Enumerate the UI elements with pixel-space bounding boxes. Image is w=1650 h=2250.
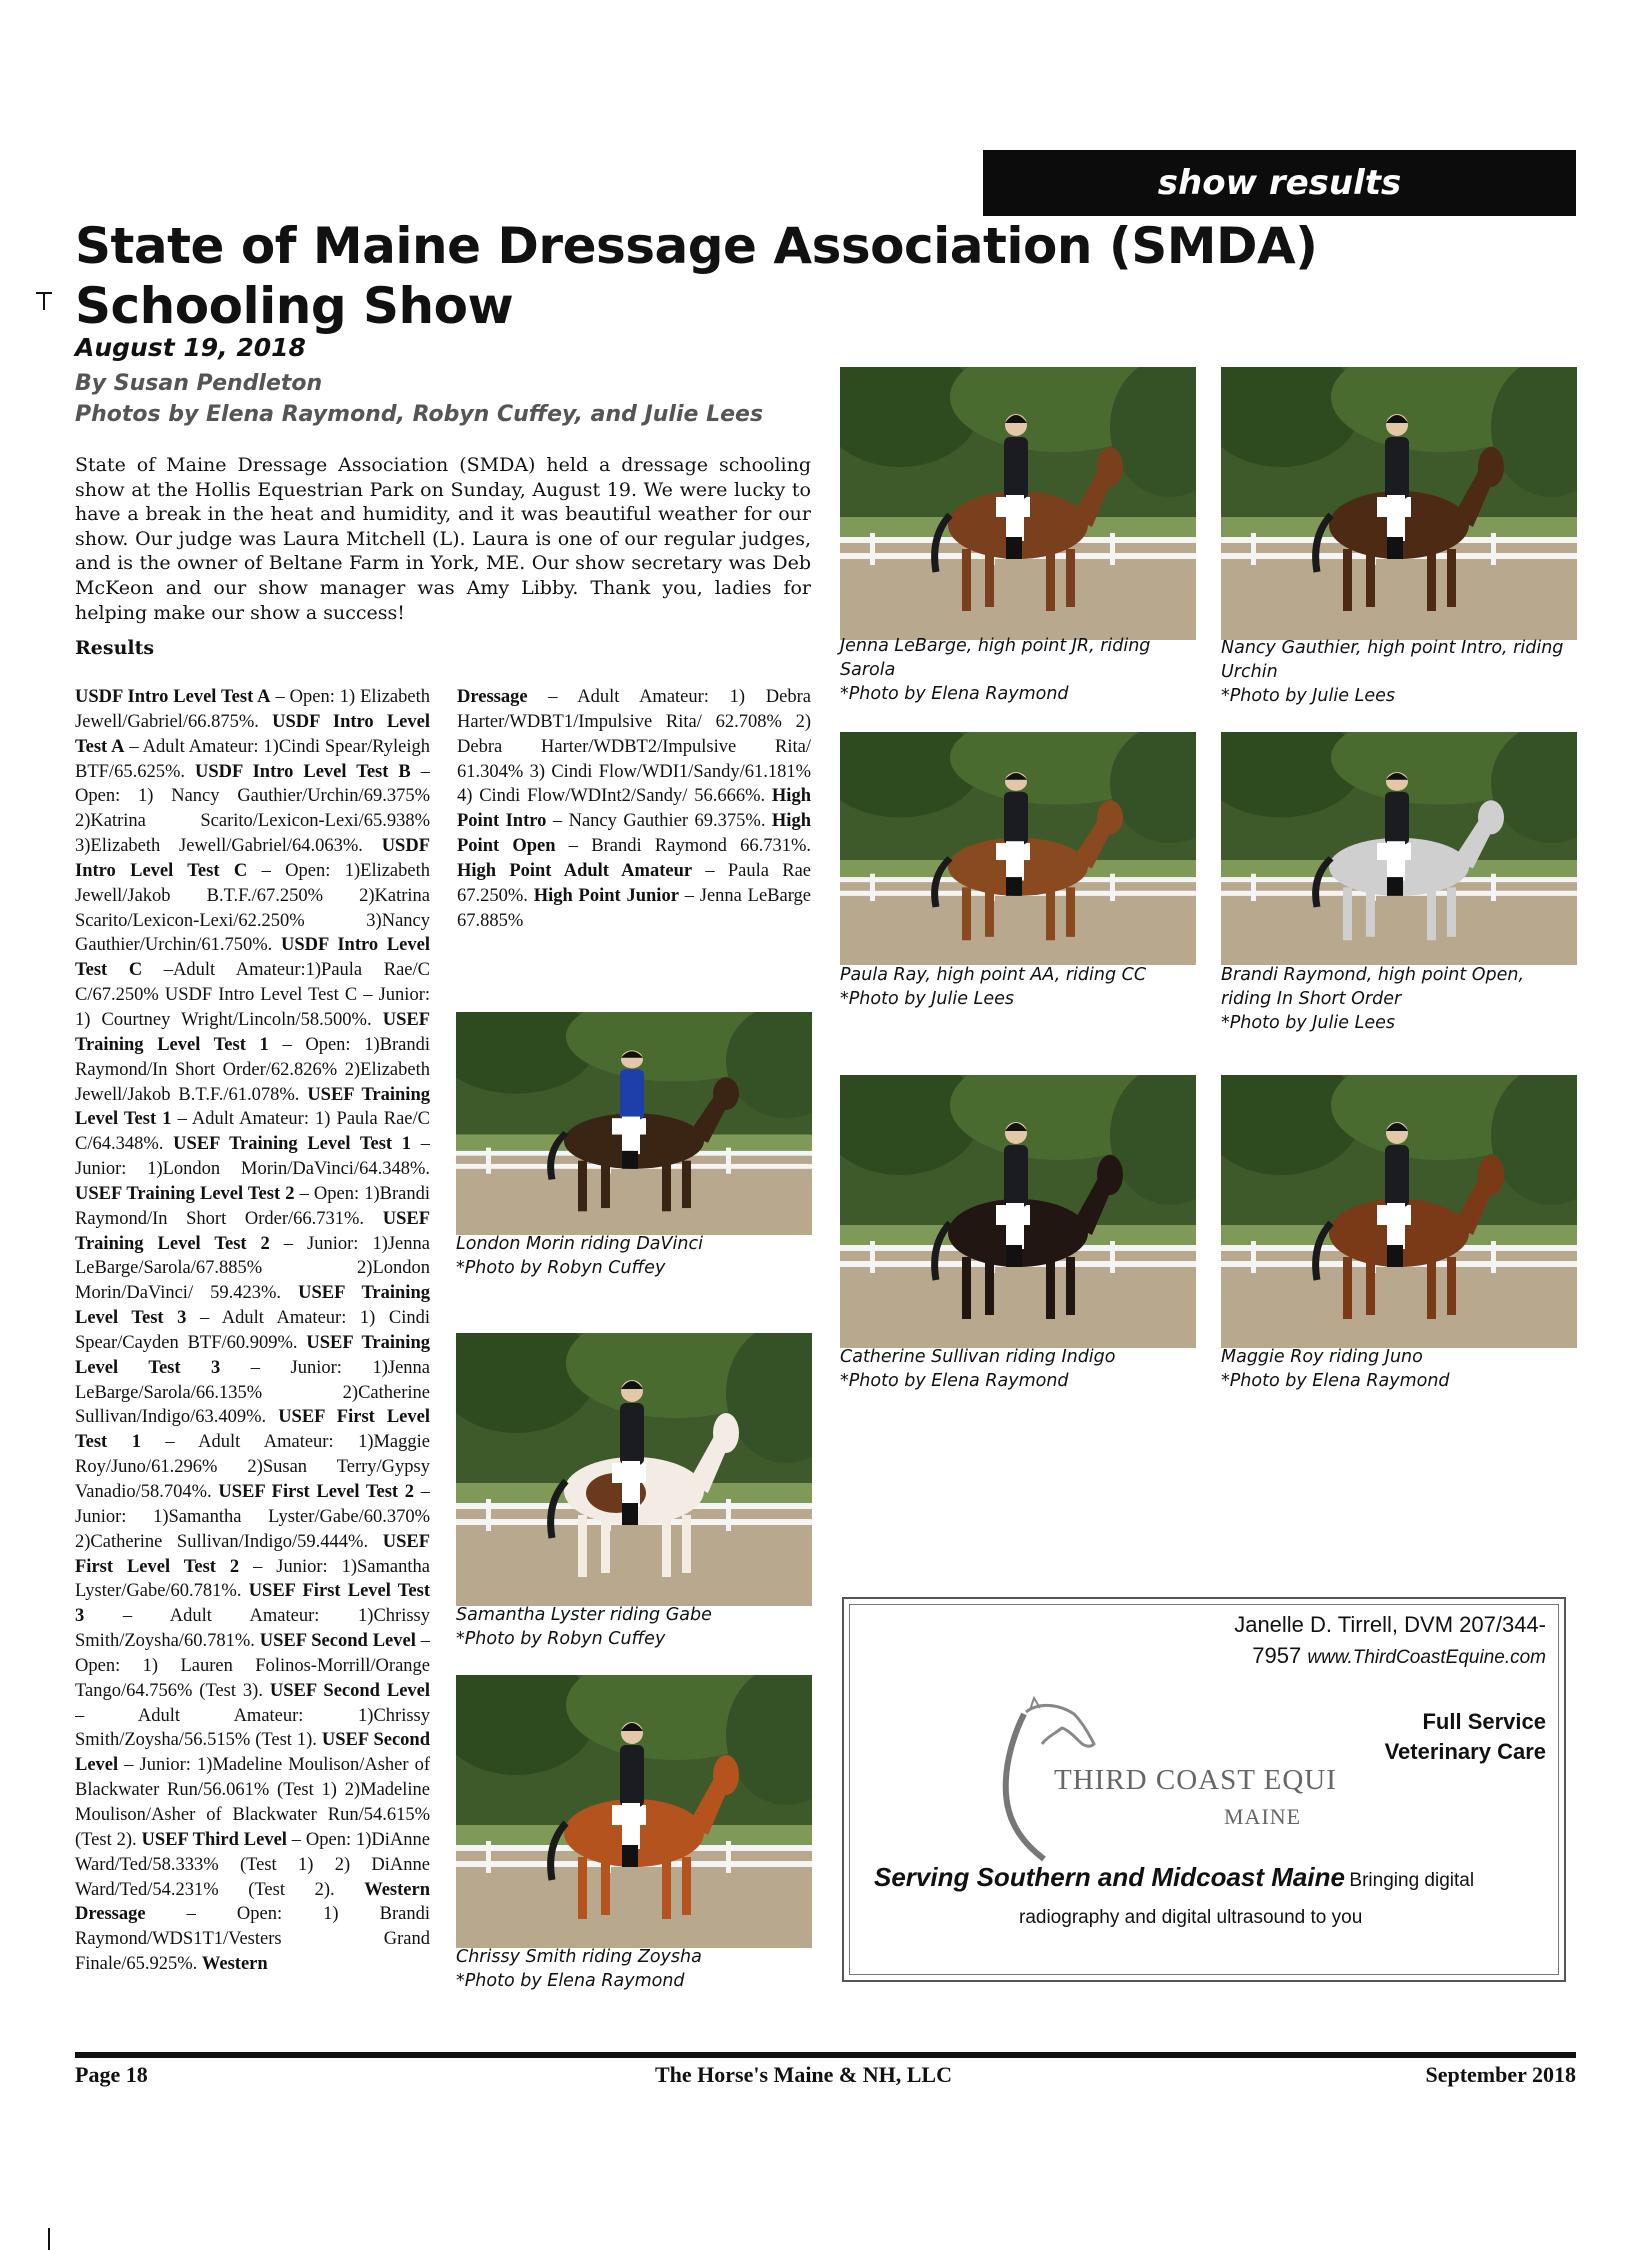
photo-catherine-sullivan (840, 1075, 1196, 1348)
class-name: USEF Second Level (259, 1631, 416, 1652)
class-name: USDF Intro Level Test B (194, 761, 411, 782)
photo-jenna-lebarge (840, 367, 1196, 640)
caption-text: Paula Ray, high point AA, riding CC (840, 965, 1147, 985)
photo-caption (1221, 1345, 1577, 1393)
class-results: – Adult Amateur: 1)Maggie Roy/Juno/61.296% 2)Susan Terry/Gypsy Vanadio/58.704%. (75, 1432, 430, 1502)
ad-logo-name: THIRD COAST EQUI (1054, 1764, 1337, 1796)
photo-maggie-roy (1221, 1075, 1577, 1348)
ad-services (1385, 1707, 1546, 1767)
caption-text: Chrissy Smith riding Zoysha (456, 1947, 702, 1967)
class-name: Western (201, 1954, 268, 1975)
class-name: USEF First Level Test 3 (75, 1581, 430, 1627)
ad-logo-state: MAINE (1224, 1804, 1302, 1829)
results-column-2 (457, 685, 811, 933)
class-results: – Adult Amateur: 1)Cindi Spear/Ryleigh BTF/65.625%. (75, 736, 430, 782)
class-name: USDF Intro Level Test A (75, 687, 271, 707)
caption-text: London Morin riding DaVinci (456, 1234, 703, 1254)
photo-caption (1221, 963, 1561, 1035)
class-results: – Open: 1) Lauren Folinos-Morrill/Orange Tango/64.756% (Test 3). (75, 1631, 430, 1701)
class-name: High Point Open (457, 811, 811, 857)
ad-service-line1: Full Service (1422, 1709, 1546, 1734)
class-name: USEF Training Level Test 1 (75, 1009, 430, 1055)
results-column-1 (75, 685, 430, 2015)
class-name: High Point Junior (533, 885, 679, 906)
caption-text: Nancy Gauthier, high point Intro, riding Urchin (1221, 638, 1564, 682)
class-name: USEF Training Level Test 3 (75, 1283, 430, 1329)
caption-credit: *Photo by Elena Raymond (1221, 1371, 1450, 1391)
caption-credit: *Photo by Elena Raymond (840, 1371, 1069, 1391)
crop-mark-bottom (48, 2228, 50, 2250)
class-name: USDF Intro Level Test C (75, 935, 430, 981)
class-results: – Open: 1)Brandi Raymond/In Short Order/66.731%. (75, 1183, 430, 1229)
photo-caption (840, 1345, 1196, 1393)
ad-tagline-text: Serving Southern and Midcoast Maine (874, 1862, 1345, 1892)
photo-caption (456, 1945, 812, 1993)
photographers: Photos by Elena Raymond, Robyn Cuffey, and Julie Lees (75, 402, 764, 427)
class-results: – Adult Amateur: 1)Chrissy Smith/Zoysha/56.515% (Test 1). (75, 1705, 430, 1751)
caption-credit: *Photo by Robyn Cuffey (456, 1258, 666, 1278)
photo-caption (1221, 636, 1577, 708)
photo-paula-ray (840, 732, 1196, 965)
photo-chrissy-smith (456, 1675, 812, 1948)
results-heading: Results (75, 637, 155, 659)
caption-text: Catherine Sullivan riding Indigo (840, 1347, 1116, 1367)
article-date: August 19, 2018 (75, 333, 306, 362)
class-name: High Point Intro (457, 786, 811, 832)
caption-credit: *Photo by Julie Lees (1221, 1013, 1395, 1033)
photo-caption (840, 634, 1180, 706)
caption-text: Samantha Lyster riding Gabe (456, 1605, 712, 1625)
class-name: High Point Adult Amateur (457, 860, 693, 881)
class-results: – Junior: 1)Madeline Moulison/Asher of Blackwater Run/56.061% (Test 1) 2)Madeline Moulison/Asher of Blackwater Run/54.615% (Test 2). (75, 1755, 430, 1850)
class-results: – Nancy Gauthier 69.375%. (546, 811, 772, 832)
photo-london-morin (456, 1012, 812, 1235)
class-name: USEF Second Level (75, 1730, 430, 1776)
class-results: – Adult Amateur: 1) Paula Rae/C C/64.348%. (75, 1109, 430, 1155)
article-title: State of Maine Dressage Association (SMDA) Schooling Show (75, 217, 1318, 335)
ad-bringing-line2: radiography and digital ultrasound to you (1019, 1907, 1363, 1928)
class-results: – Junior: 1)Samantha Lyster/Gabe/60.370% 2)Catherine Sullivan/Indigo/59.444%. (75, 1482, 430, 1552)
class-results: – Open: 1)Elizabeth Jewell/Jakob B.T.F./67.250% 2)Katrina Scarito/Lexicon-Lexi/62.250% 3)Nancy Gauthier/Urchin/61.750%. (75, 860, 430, 956)
footer-rule (75, 2052, 1576, 2058)
ad-website: www.ThirdCoastEquine.com (1307, 1647, 1546, 1668)
class-name: USEF First Level Test 2 (75, 1531, 430, 1577)
class-name: USEF Training Level Test 1 (173, 1134, 412, 1155)
class-results: – Jenna LeBarge 67.885% (457, 885, 811, 931)
author: By Susan Pendleton (75, 371, 323, 396)
caption-text: Brandi Raymond, high point Open, riding In Short Order (1221, 965, 1525, 1009)
class-name: USEF Second Level (269, 1680, 430, 1701)
class-name: USEF First Level Test 1 (75, 1407, 430, 1453)
photo-brandi-raymond (1221, 732, 1577, 965)
caption-credit: *Photo by Elena Raymond (456, 1971, 685, 1991)
class-name: USEF Third Level (141, 1829, 287, 1850)
caption-credit: *Photo by Robyn Cuffey (456, 1629, 666, 1649)
class-name: Western Dressage (75, 1879, 430, 1925)
class-results: – Adult Amateur: 1) Debra Harter/WDBT1/Impulsive Rita/ 62.708% 2) Debra Harter/WDBT2/Impulsive Rita/ 61.304% 3) Cindi Flow/WDI1/Sandy/61.181% 4) Cindi Flow/WDInt2/Sandy/ 56.666%. (457, 687, 811, 807)
class-results: –Adult Amateur:1)Paula Rae/C C/67.250% USDF Intro Level Test C – Junior: 1) Courtney Wright/Lincoln/58.500%. (75, 960, 430, 1030)
photo-caption (840, 963, 1196, 1011)
ad-name-line1: Janelle D. Tirrell, DVM 207/344- (1234, 1612, 1546, 1637)
ad-phone: 7957 (1252, 1643, 1302, 1668)
caption-text: Jenna LeBarge, high point JR, riding Sarola (840, 636, 1151, 680)
caption-credit: *Photo by Julie Lees (1221, 686, 1395, 706)
advertisement-third-coast-equine (842, 1597, 1566, 1982)
section-tag: show results (983, 150, 1576, 216)
issue-date: September 2018 (1425, 2062, 1576, 2087)
caption-credit: *Photo by Elena Raymond (840, 684, 1069, 704)
class-results: – Open: 1)Brandi Raymond/In Short Order/62.826% 2)Elizabeth Jewell/Jakob B.T.F./61.078%. (75, 1034, 430, 1105)
photo-nancy-gauthier (1221, 367, 1577, 640)
publisher-name: The Horse's Maine & NH, LLC (655, 2062, 952, 2087)
class-name: USEF Training Level Test 2 (75, 1208, 430, 1254)
class-name: USEF Training Level Test 3 (75, 1332, 430, 1378)
class-name: USEF Training Level Test 2 (75, 1183, 295, 1204)
caption-credit: *Photo by Julie Lees (840, 989, 1014, 1009)
photo-caption (456, 1603, 812, 1651)
class-name: USDF Intro Level Test A (75, 711, 430, 757)
class-results: – Junior: 1)Jenna LeBarge/Sarola/66.135% 2)Catherine Sullivan/Indigo/63.409%. (75, 1357, 430, 1428)
ad-bringing-text: Bringing digital (1349, 1870, 1475, 1891)
page-number: Page 18 (75, 2062, 148, 2087)
class-name: USEF First Level Test 2 (218, 1482, 415, 1502)
class-results: – Junior: 1)London Morin/DaVinci/64.348%. (75, 1134, 430, 1180)
class-results: – Open: 1)DiAnne Ward/Ted/58.333% (Test 1) 2) DiAnne Ward/Ted/54.231% (Test 2). (75, 1829, 430, 1900)
class-results: – Junior: 1)Samantha Lyster/Gabe/60.781%. (75, 1556, 430, 1602)
class-results: – Open: 1) Nancy Gauthier/Urchin/69.375% 2)Katrina Scarito/Lexicon-Lexi/65.938% 3)Elizabeth Jewell/Gabriel/64.063%. (75, 761, 430, 857)
class-results: – Adult Amateur: 1) Cindi Spear/Cayden BTF/60.909%. (75, 1308, 430, 1353)
class-results: – Junior: 1)Jenna LeBarge/Sarola/67.885% 2)London Morin/DaVinci/ 59.423%. (75, 1233, 430, 1304)
ad-tagline (874, 1862, 1564, 1893)
class-results: – Open: 1) Brandi Raymond/WDS1T1/Vesters Grand Finale/65.925%. (75, 1904, 430, 1975)
crop-mark-icon (36, 292, 52, 310)
ad-service-line2: Veterinary Care (1384, 1739, 1546, 1764)
caption-text: Maggie Roy riding Juno (1221, 1347, 1423, 1367)
class-name: USEF Training Level Test 1 (75, 1084, 430, 1130)
ad-contact-line (1066, 1640, 1546, 1673)
class-results: – Open: 1) Elizabeth Jewell/Gabriel/66.875%. (75, 687, 430, 732)
photo-caption (456, 1232, 812, 1280)
byline (75, 368, 763, 430)
photo-samantha-lyster (456, 1333, 812, 1606)
class-results: – Brandi Raymond 66.731%. (555, 836, 811, 857)
class-results: – Adult Amateur: 1)Chrissy Smith/Zoysha/60.781%. (75, 1606, 430, 1652)
intro-paragraph: State of Maine Dressage Association (SMDA) held a dressage schooling show at the Hollis Equestrian Park on Sunday, August 19. We were lucky to have a break in the heat and humidity, and it was beautiful weather for our show. Our judge was Laura Mitchell (L). Laura is one of our regular judges, and is the owner of Beltane Farm in York, ME. Our show secretary was Deb McKeon and our show manager was Amy Libby. Thank you, ladies for helping make our show a success! (75, 454, 811, 624)
class-results: – Paula Rae 67.250%. (457, 860, 811, 906)
ad-vet-name (1066, 1609, 1546, 1673)
class-name: USDF Intro Level Test C (75, 836, 430, 881)
class-name: Dressage (457, 687, 528, 707)
